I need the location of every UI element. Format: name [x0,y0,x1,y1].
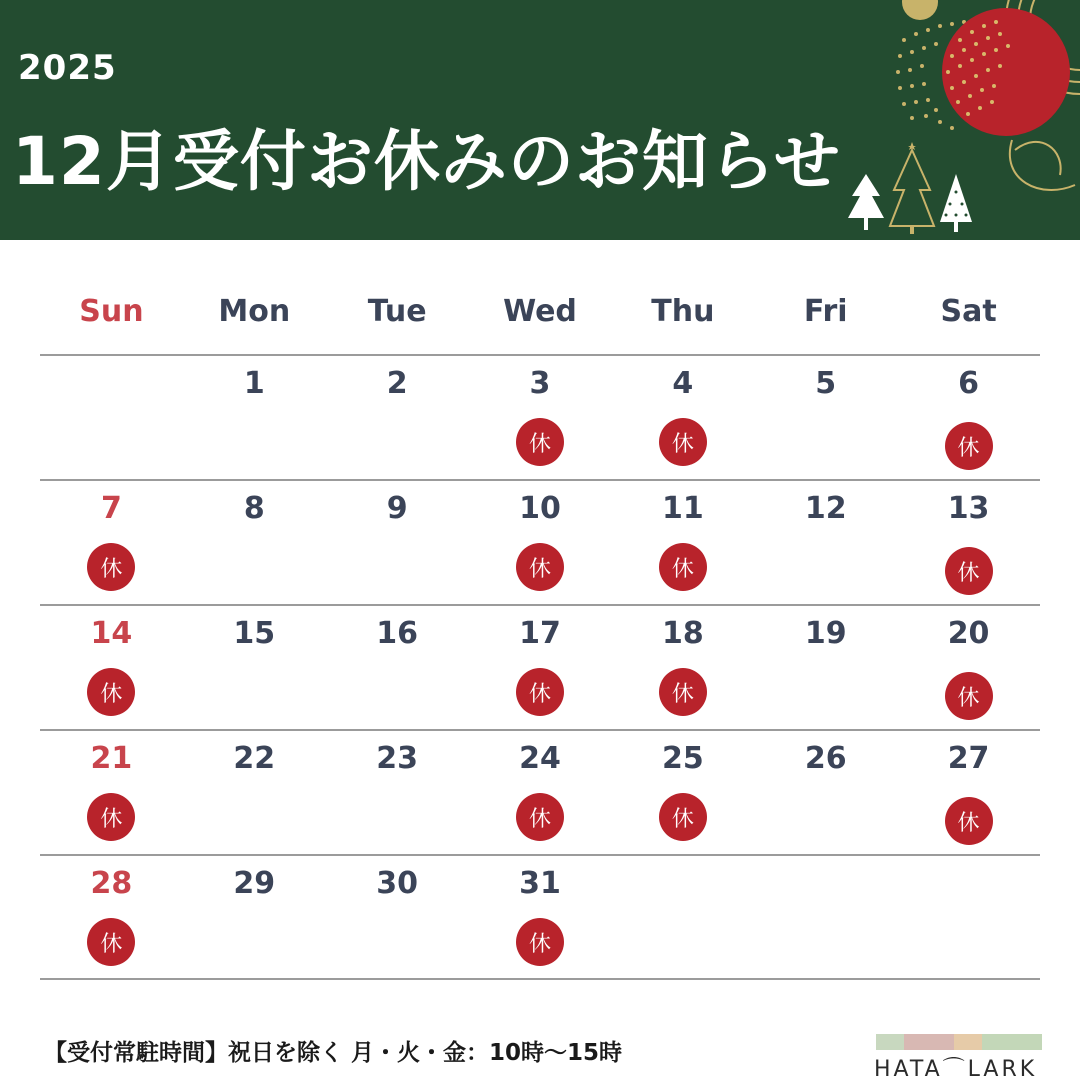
closed-badge: 休 [945,672,993,720]
calendar-day-12: 12 [804,491,847,526]
weekday-sat: Sat [940,294,997,329]
header-banner [0,0,1080,240]
christmas-tree-icon [848,142,972,234]
calendar-day-25: 25 [661,741,704,776]
week-divider [40,354,1040,356]
closed-badge: 休 [659,668,707,716]
calendar-day-7: 7 [100,491,122,526]
calendar-day-26: 26 [804,741,847,776]
calendar-day-13: 13 [947,491,990,526]
closed-badge: 休 [516,543,564,591]
calendar-day-3: 3 [529,366,551,401]
closed-badge: 休 [945,547,993,595]
weekday-fri: Fri [803,294,848,329]
calendar-day-21: 21 [90,741,133,776]
closed-badge: 休 [659,543,707,591]
calendar-day-29: 29 [233,866,276,901]
week-divider [40,479,1040,481]
red-dotted-circle-icon [942,8,1070,136]
closed-badge: 休 [87,918,135,966]
calendar-day-14: 14 [90,616,133,651]
closed-badge: 休 [87,668,135,716]
calendar-day-19: 19 [804,616,847,651]
closed-badge: 休 [87,793,135,841]
closed-badge: 休 [945,422,993,470]
closed-badge: 休 [945,797,993,845]
year-label: 2025 [18,48,117,88]
calendar-day-22: 22 [233,741,276,776]
calendar-day-31: 31 [519,866,561,901]
logo-bar-segment [876,1034,904,1050]
closed-badge: 休 [516,668,564,716]
calendar-day-24: 24 [519,741,561,776]
weekday-wed: Wed [503,294,577,329]
calendar-day-17: 17 [519,616,561,651]
closed-badge: 休 [659,418,707,466]
calendar-day-6: 6 [958,366,979,401]
closed-badge: 休 [516,793,564,841]
calendar-day-30: 30 [376,866,418,901]
page-title: 12月受付お休みのお知らせ [12,123,841,200]
weekday-thu: Thu [651,294,715,329]
weekday-tue: Tue [367,294,427,329]
calendar-day-28: 28 [90,866,133,901]
closed-badge: 休 [516,418,564,466]
calendar-day-11: 11 [661,491,704,526]
calendar-day-15: 15 [233,616,276,651]
calendar-day-10: 10 [519,491,561,526]
weekday-header [40,294,1040,338]
reception-hours-note: 【受付常駐時間】祝日を除く 月・火・金：10時〜15時 [44,1040,623,1066]
calendar-day-16: 16 [376,616,418,651]
logo-bar-segment [954,1034,982,1050]
week-divider [40,978,1040,980]
calendar-day-5: 5 [815,366,837,401]
brand-logo: HATA⌒LARK [874,1057,1038,1082]
calendar-day-8: 8 [243,491,265,526]
calendar-day-18: 18 [661,616,704,651]
week-divider [40,854,1040,856]
closed-badge: 休 [516,918,564,966]
calendar-day-1: 1 [243,366,265,401]
week-divider [40,604,1040,606]
calendar-day-9: 9 [386,491,408,526]
calendar-day-23: 23 [376,741,418,776]
logo-color-bars [876,1034,1042,1050]
weekday-mon: Mon [218,294,291,329]
decoration [0,0,1080,240]
calendar-day-27: 27 [947,741,990,776]
weekday-sun: Sun [79,294,144,329]
closed-badge: 休 [87,543,135,591]
calendar-day-4: 4 [672,366,694,401]
logo-bar-segment [904,1034,954,1050]
logo-bar-segment [982,1034,1042,1050]
week-divider [40,729,1040,731]
calendar-day-20: 20 [947,616,990,651]
calendar-day-2: 2 [386,366,408,401]
closed-badge: 休 [659,793,707,841]
